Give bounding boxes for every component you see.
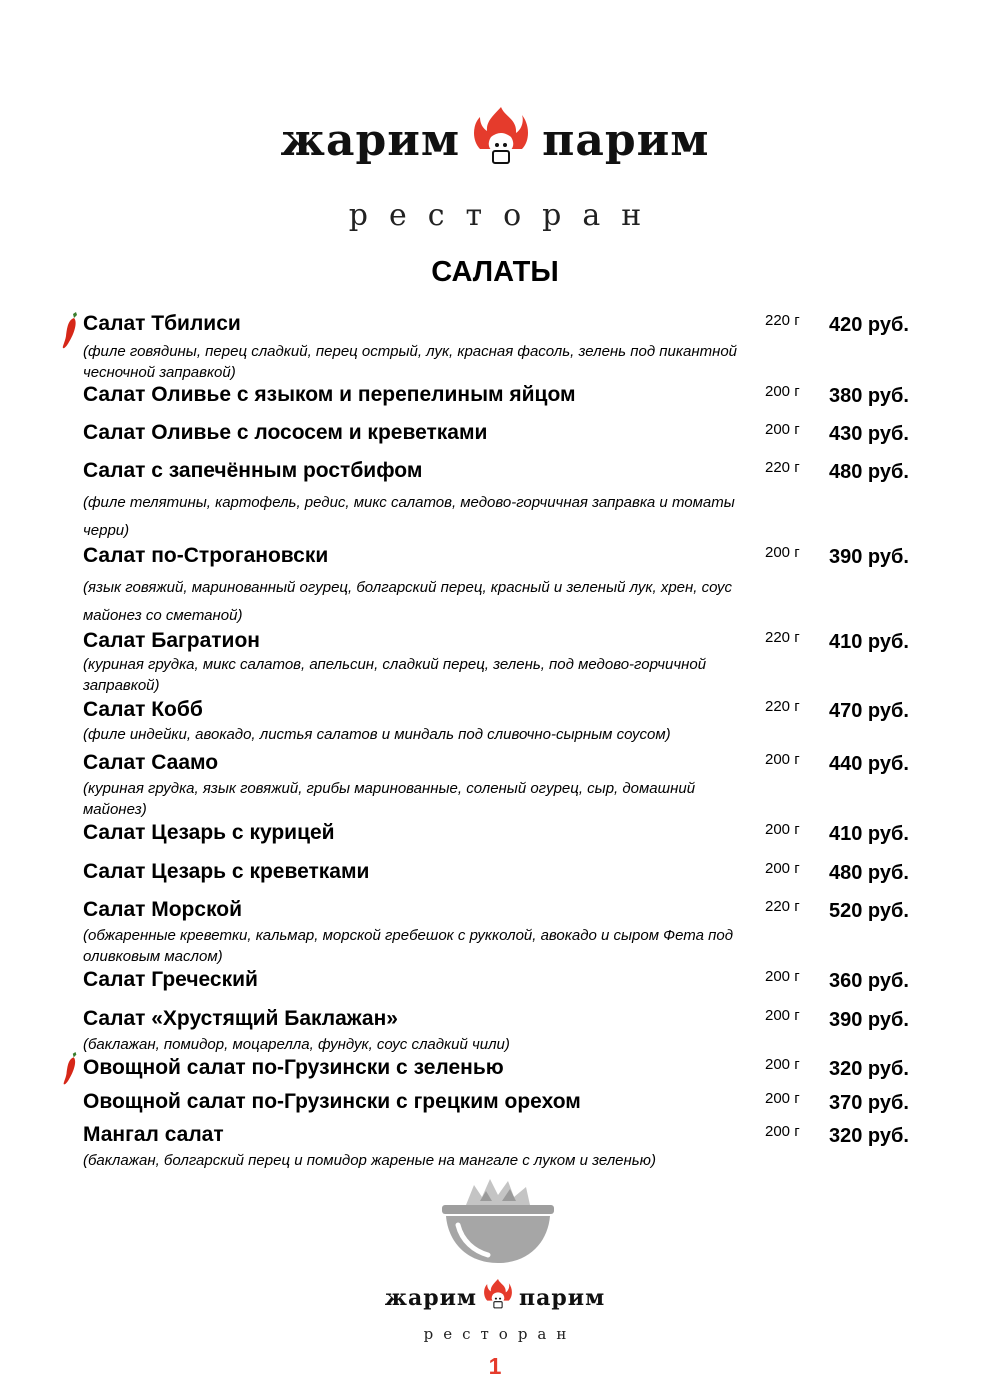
brand-logo-bottom <box>0 1278 990 1343</box>
item-weight: 200 г <box>765 1090 800 1107</box>
chili-pepper-icon <box>62 1052 80 1091</box>
item-name: Салат с запечённым ростбифом <box>83 459 423 482</box>
flame-chef-icon <box>483 1278 513 1317</box>
item-price: 390 руб. <box>829 1009 909 1031</box>
item-name: Салат Оливье с лососем и креветками <box>83 421 488 444</box>
item-description: (обжаренные креветки, кальмар, морской гребешок с рукколой, авокадо и сыром Фета под оливковым маслом) <box>83 927 734 965</box>
item-price: 320 руб. <box>829 1058 909 1080</box>
item-price: 320 руб. <box>829 1125 909 1147</box>
item-weight: 200 г <box>765 544 800 561</box>
item-description: (баклажан, болгарский перец и помидор жареные на мангале с луком и зеленью) <box>83 1152 656 1169</box>
item-weight: 200 г <box>765 968 800 985</box>
item-name: Салат по-Строгановски <box>83 544 329 567</box>
flame-chef-icon <box>472 105 530 176</box>
item-name: Салат Оливье с языком и перепелиным яйцом <box>83 383 576 406</box>
page-number: 1 <box>488 1353 502 1379</box>
section-title: САЛАТЫ <box>431 256 559 288</box>
brand-word-right: парим <box>519 1284 606 1311</box>
item-name: Мангал салат <box>83 1123 224 1146</box>
item-description: (куриная грудка, язык говяжий, грибы маринованные, соленый огурец, сыр, домашний майонез) <box>83 780 696 818</box>
item-price: 390 руб. <box>829 546 909 568</box>
brand-word-left: жарим <box>384 1284 478 1311</box>
item-price: 440 руб. <box>829 753 909 775</box>
item-price: 380 руб. <box>829 385 909 407</box>
item-price: 420 руб. <box>829 314 909 336</box>
item-description: (филе телятины, картофель, редис, микс салатов, медово-горчичная заправка и томаты черри) <box>83 494 735 539</box>
item-weight: 200 г <box>765 751 800 768</box>
item-weight: 220 г <box>765 312 800 329</box>
item-weight: 200 г <box>765 1007 800 1024</box>
item-weight: 220 г <box>765 698 800 715</box>
item-weight: 220 г <box>765 629 800 646</box>
item-name: Салат Цезарь с креветками <box>83 860 370 883</box>
item-weight: 200 г <box>765 1056 800 1073</box>
item-weight: 200 г <box>765 860 800 877</box>
item-name: Салат Кобб <box>83 698 203 721</box>
item-price: 410 руб. <box>829 631 909 653</box>
item-weight: 200 г <box>765 421 800 438</box>
brand-subtitle: ресторан <box>348 198 663 233</box>
item-description: (куриная грудка, микс салатов, апельсин, сладкий перец, зелень, под медово-горчичной заправкой) <box>83 656 707 694</box>
chili-pepper-icon <box>62 312 80 355</box>
item-name: Салат «Хрустящий Баклажан» <box>83 1007 398 1030</box>
item-name: Салат Цезарь с курицей <box>83 821 335 844</box>
item-weight: 220 г <box>765 459 800 476</box>
item-name: Салат Морской <box>83 898 243 921</box>
item-price: 410 руб. <box>829 823 909 845</box>
item-description: (язык говяжий, маринованный огурец, болгарский перец, красный и зеленый лук, хрен, соус майонез со сметаной) <box>83 579 732 624</box>
brand-logo-top <box>0 105 990 233</box>
item-price: 370 руб. <box>829 1092 909 1114</box>
item-price: 470 руб. <box>829 700 909 722</box>
brand-word-left: жарим <box>280 115 461 166</box>
item-name: Салат Греческий <box>83 968 258 991</box>
item-name: Овощной салат по-Грузински с зеленью <box>83 1056 504 1079</box>
item-weight: 200 г <box>765 821 800 838</box>
item-weight: 220 г <box>765 898 800 915</box>
item-description: (баклажан, помидор, моцарелла, фундук, соус сладкий чили) <box>83 1036 510 1053</box>
item-weight: 200 г <box>765 1123 800 1140</box>
item-price: 480 руб. <box>829 862 909 884</box>
item-name: Салат Багратион <box>83 629 260 652</box>
brand-word-right: парим <box>542 115 710 166</box>
brand-subtitle: ресторан <box>423 1325 577 1343</box>
item-description: (филе говядины, перец сладкий, перец острый, лук, красная фасоль, зелень под пикантной чесночной заправкой) <box>83 343 738 381</box>
item-description: (филе индейки, авокадо, листья салатов и миндаль под сливочно-сырным соусом) <box>83 726 671 743</box>
item-name: Салат Саамо <box>83 751 219 774</box>
item-price: 430 руб. <box>829 423 909 445</box>
salad-bowl-icon <box>440 1175 556 1272</box>
item-weight: 200 г <box>765 383 800 400</box>
item-price: 480 руб. <box>829 461 909 483</box>
item-name: Салат Тбилиси <box>83 312 241 335</box>
item-name: Овощной салат по-Грузински с грецким орехом <box>83 1090 581 1113</box>
item-price: 520 руб. <box>829 900 909 922</box>
item-price: 360 руб. <box>829 970 909 992</box>
